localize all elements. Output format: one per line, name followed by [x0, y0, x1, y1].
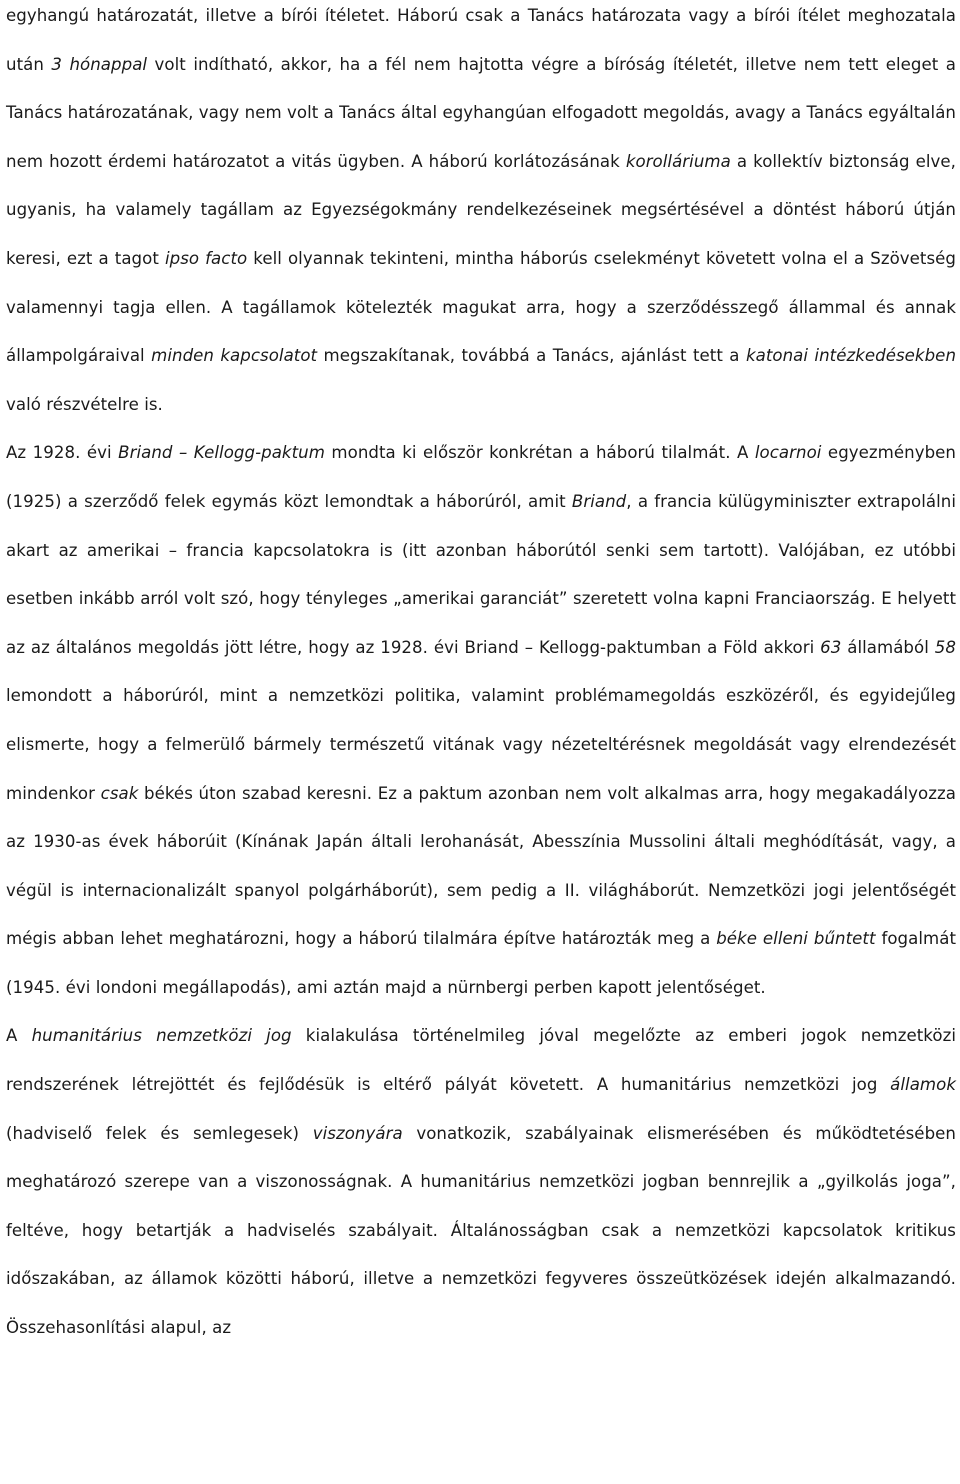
body-text: egyezményben (1925) a szerződő felek egymás közt lemondtak a háborúról, amit [6, 443, 956, 511]
emphasis-text: Briand – Kellogg-paktum [118, 443, 325, 463]
body-text: Az 1928. évi [6, 443, 119, 463]
body-text: való részvételre is. [6, 394, 163, 414]
body-text: , a francia külügyminiszter extrapolálni akart az amerikai – francia kapcsolatokra is (itt azonban háborútól senki sem tartott). Valójában, ez utóbbi esetben inkább arról volt szó, hogy tényleges „amerikai garanciát” szeretett volna kapni Franciaország. E helyett az az általános megoldás jött létre, hogy az 1928. évi Briand – Kellogg-paktumban a Föld akkori [6, 491, 956, 657]
body-text: megszakítanak, továbbá a Tanács, ajánlást tett a [317, 346, 746, 366]
emphasis-text: ipso facto [164, 248, 248, 268]
body-text: (hadviselő felek és semlegesek) [6, 1123, 313, 1143]
body-text: egyhangú határozatát, illetve a bírói ítéletet. Háború csak a Tanács határozata vagy a bírói ítélet meghozatala után [6, 6, 956, 74]
emphasis-text: béke elleni bűntett [716, 929, 876, 949]
body-text: a kollektív biztonság elve, ugyanis, ha valamely tagállam az Egyezségokmány rendelkezéseinek megsértésével a döntést háború útján keresi, ezt a tagot [6, 151, 956, 268]
document-page [6, 0, 956, 1353]
body-text: A [6, 1026, 32, 1046]
body-text: vonatkozik, szabályainak elismerésében és működtetésében meghatározó szerepe van a viszonosságnak. A humanitárius nemzetközi jogban bennrejlik a „gyilkolás joga”, feltéve, hogy betartják a hadviselés szabályait. Általánosságban csak a nemzetközi kapcsolatok kritikus időszakában, az államok közötti háború, illetve a nemzetközi fegyveres összeütközések idején alkalmazandó. Összehasonlítási alapul, az [6, 1123, 956, 1338]
emphasis-text: katonai intézkedésekben [745, 346, 957, 366]
emphasis-text: 3 hónappal [51, 54, 148, 74]
paragraph-humanitarian-law [6, 1012, 956, 1352]
paragraph-briand-kellogg-pact [6, 429, 956, 1012]
emphasis-text: Briand [571, 491, 627, 511]
emphasis-text: csak [100, 783, 139, 803]
emphasis-text: minden kapcsolatot [151, 346, 318, 366]
body-text: kialakulása történelmileg jóval megelőzte az emberi jogok nemzetközi rendszerének létrejöttét és fejlődésük is eltérő pályát követett. A humanitárius nemzetközi jog [6, 1026, 957, 1095]
emphasis-text: 58 [934, 637, 956, 657]
body-text: államából [841, 637, 935, 657]
emphasis-text: korolláriuma [625, 151, 731, 171]
body-text: volt indítható, akkor, ha a fél nem hajtotta végre a bíróság ítéletét, illetve nem tett eleget a Tanács határozatának, vagy nem volt a Tanács által egyhangúan elfogadott megoldás, avagy a Tanács egyáltalán nem hozott érdemi határozatot a vitás ügyben. A háború korlátozásának [6, 54, 956, 171]
emphasis-text: locarnoi [754, 443, 822, 463]
emphasis-text: humanitárius nemzetközi jog [31, 1026, 292, 1046]
body-text: lemondott a háborúról, mint a nemzetközi politika, valamint problémamegoldás eszközéről, és egyidejűleg elismerte, hogy a felmerülő bármely természetű vitának vagy nézeteltérésnek megoldását vagy elrendezését mindenkor [6, 686, 956, 803]
emphasis-text: államok [890, 1075, 956, 1095]
emphasis-text: 63 [820, 637, 842, 657]
body-text: mondta ki először konkrétan a háború tilalmát. A [324, 443, 755, 463]
body-text: kell olyannak tekinteni, mintha háborús cselekményt követett volna el a Szövetség valamennyi tagja ellen. A tagállamok kötelezték magukat arra, hogy a szerződésszegő állammal és annak állampolgáraival [6, 248, 956, 366]
emphasis-text: viszonyára [312, 1123, 403, 1143]
body-text: békés úton szabad keresni. Ez a paktum azonban nem volt alkalmas arra, hogy megakadályozza az 1930-as évek háborúit (Kínának Japán általi lerohanását, Abesszínia Mussolini általi meghódítását, vagy, a végül is internacionalizált spanyol polgárháborút), sem pedig a II. világháborút. Nemzetközi jogi jelentőségét mégis abban lehet meghatározni, hogy a háború tilalmára építve határozták meg a [6, 783, 956, 949]
paragraph-league-war-restrictions [6, 0, 956, 429]
body-text: fogalmát (1945. évi londoni megállapodás), ami aztán majd a nürnbergi perben kapott jelentőséget. [6, 929, 956, 997]
